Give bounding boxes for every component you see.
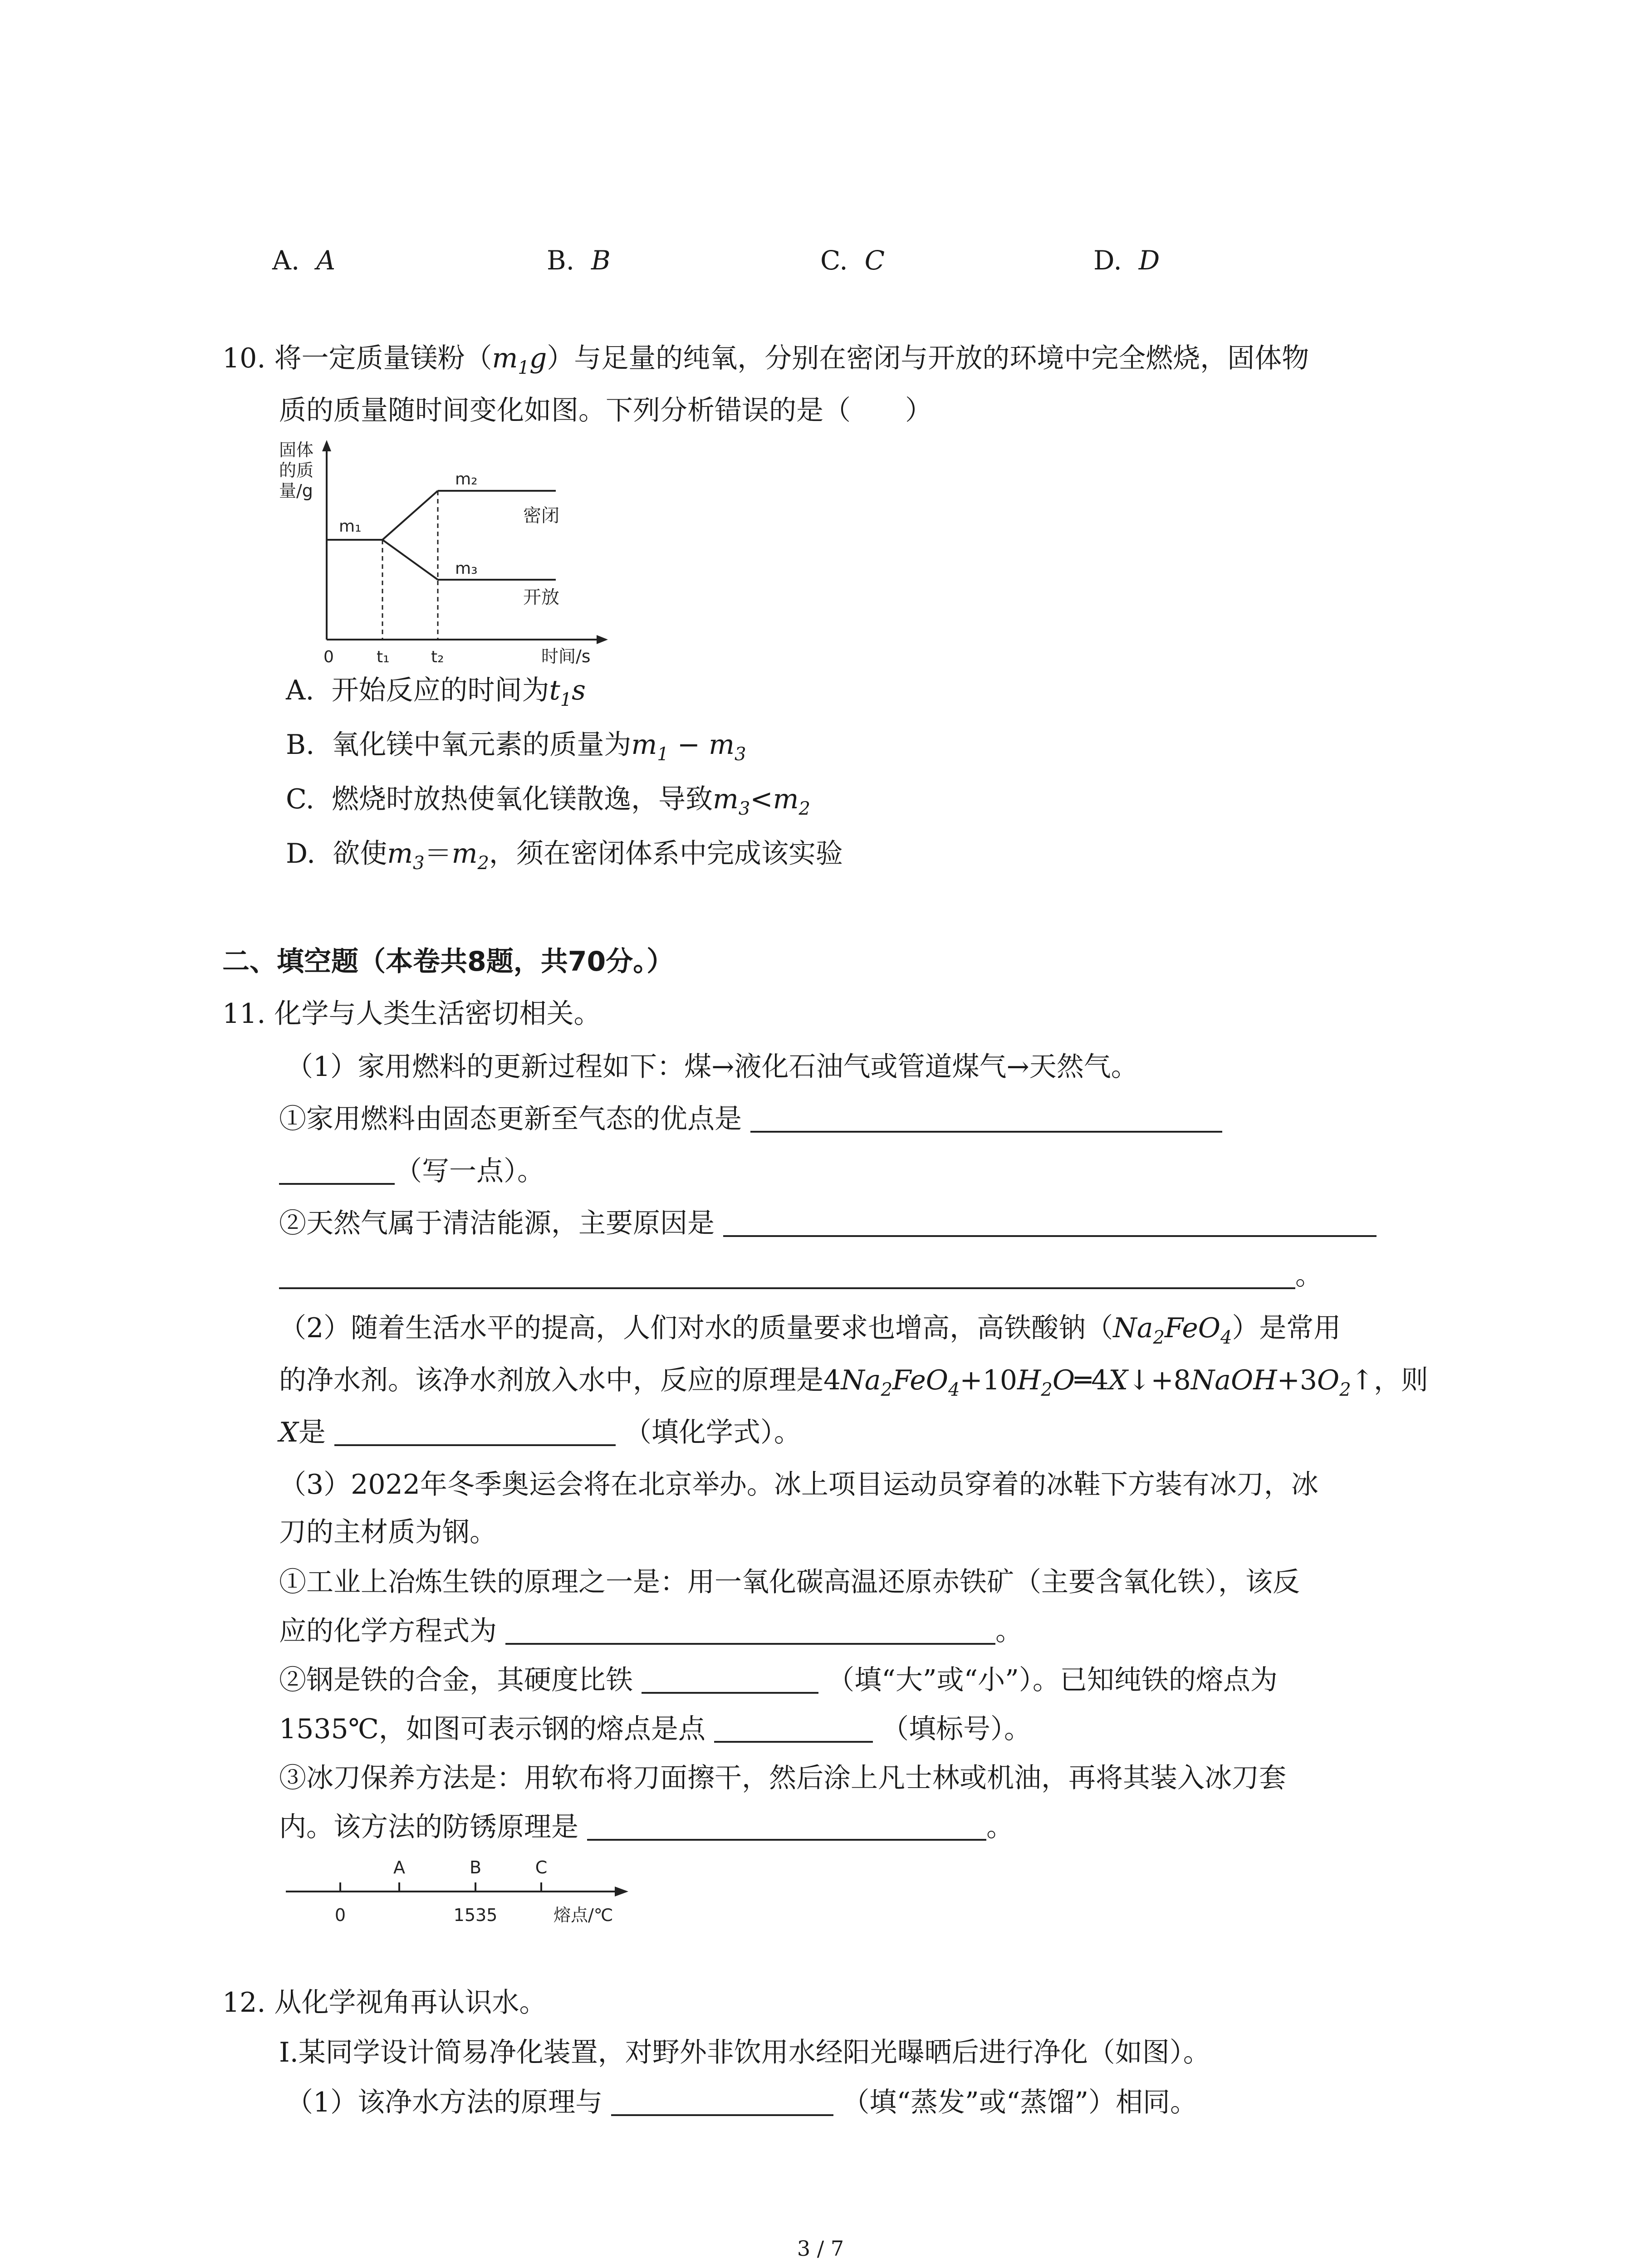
graph-xlabel: 时间/s bbox=[541, 646, 591, 666]
axis-label: 熔点/℃ bbox=[554, 1905, 613, 1925]
q11-part3-c1: ③冰刀保养方法是：用软布将刀面擦干，然后涂上凡士林或机油，再将其装入冰刀套 bbox=[279, 1762, 1286, 1794]
graph-ylabel-1: 固体 bbox=[279, 440, 314, 460]
q12-part1-q1: （1）该净水方法的原理与 （填“蒸发”或“蒸馏”）相同。 bbox=[286, 2087, 1198, 2118]
q11-part2-line2: 的净水剂。该净水剂放入水中，反应的原理是$4Na_2FeO_4+10H_2O═4X↓+8NaOH+3O_2↑$，则 bbox=[279, 1364, 1428, 1400]
q11-part1-b-cont: 。 bbox=[279, 1262, 1323, 1289]
q11-blank-1-cont[interactable] bbox=[279, 1160, 395, 1185]
q10-option-d: D. 欲使$m_3=m_2$，须在密闭体系中完成该实验 bbox=[286, 838, 843, 874]
axis-point-c: C bbox=[535, 1857, 548, 1877]
axis-point-b: B bbox=[469, 1857, 482, 1877]
q11-part3-a1: ①工业上冶炼生铁的原理之一是：用一氧化碳高温还原赤铁矿（主要含氧化铁），该反 bbox=[279, 1566, 1300, 1598]
q11-blank-7[interactable] bbox=[587, 1816, 986, 1841]
graph-label-m3: m₃ bbox=[455, 559, 478, 578]
q11-blank-5[interactable] bbox=[642, 1669, 818, 1694]
q11-part3-b2: 1535℃，如图可表示钢的熔点是点 （填标号）。 bbox=[279, 1713, 1031, 1745]
axis-1535: 1535 bbox=[453, 1905, 498, 1925]
graph-ylabel-2: 的质 bbox=[279, 460, 314, 480]
q11-part3-b1: ②钢是铁的合金，其硬度比铁 （填“大”或“小”）。已知纯铁的熔点为 bbox=[279, 1664, 1278, 1696]
axis-zero: 0 bbox=[334, 1905, 346, 1925]
q12-stem: 12. 从化学视角再认识水。 bbox=[222, 1987, 547, 2019]
q11-blank-6[interactable] bbox=[714, 1718, 873, 1743]
q11-blank-2[interactable] bbox=[723, 1212, 1376, 1237]
q9-option-c: C. C bbox=[820, 245, 885, 276]
q11-stem: 11. 化学与人类生活密切相关。 bbox=[222, 998, 601, 1030]
q9-option-a: A. A bbox=[272, 245, 336, 276]
q11-blank-4[interactable] bbox=[505, 1620, 995, 1645]
q10-stem-line1: 10. 将一定质量镁粉$(m_1g)$与足量的纯氧，分别在密闭与开放的环境中完全燃烧，固体物 bbox=[222, 342, 1309, 378]
graph-t2: t₂ bbox=[431, 648, 444, 666]
q9-option-b: B. B bbox=[547, 245, 611, 276]
q11-part3-c2: 内。该方法的防锈原理是 。 bbox=[279, 1811, 1014, 1843]
q11-blank-3[interactable] bbox=[334, 1422, 616, 1446]
q11-part1-a-cont: （写一点）。 bbox=[279, 1158, 544, 1185]
page-number: 3 / 7 bbox=[797, 2236, 844, 2261]
graph-label-open: 开放 bbox=[523, 587, 559, 608]
q9-option-d: D. D bbox=[1093, 245, 1160, 276]
q12-part1-intro: Ⅰ.某同学设计简易净化装置，对野外非饮用水经阳光曝晒后进行净化（如图）。 bbox=[279, 2037, 1210, 2068]
graph-t1: t₁ bbox=[377, 648, 390, 666]
q11-part3-a2: 应的化学方程式为 。 bbox=[279, 1615, 1023, 1647]
graph-label-closed: 密闭 bbox=[523, 505, 559, 526]
q11-blank-2-cont[interactable] bbox=[279, 1265, 1295, 1289]
q10-option-b: B. 氧化镁中氧元素的质量为$m_1 - m_3$ bbox=[286, 729, 746, 765]
section-2-title: 二、填空题（本卷共8题，共70分。） bbox=[222, 946, 674, 978]
graph-origin: 0 bbox=[323, 648, 334, 666]
q11-part2-line3: X是 （填化学式）。 bbox=[279, 1417, 801, 1448]
q10-option-c: C. 燃烧时放热使氧化镁散逸，导致$m_3<m_2$ bbox=[286, 783, 810, 819]
graph-ylabel-3: 量/g bbox=[279, 481, 313, 501]
mass-time-graph bbox=[274, 435, 619, 671]
graph-label-m2: m₂ bbox=[455, 470, 478, 489]
q11-part1-a: ①家用燃料由固态更新至气态的优点是 bbox=[279, 1105, 1222, 1133]
q10-stem-line2: 质的质量随时间变化如图。下列分析错误的是（ ） bbox=[279, 395, 932, 426]
q11-blank-1[interactable] bbox=[750, 1108, 1222, 1133]
graph-label-m1: m₁ bbox=[339, 517, 362, 536]
q12-blank-1[interactable] bbox=[611, 2092, 833, 2116]
melting-point-axis bbox=[277, 1853, 685, 1932]
axis-point-a: A bbox=[393, 1857, 405, 1877]
q11-part3-line2: 刀的主材质为钢。 bbox=[279, 1516, 497, 1548]
q11-part3-line1: （3）2022年冬季奥运会将在北京举办。冰上项目运动员穿着的冰鞋下方装有冰刀，冰 bbox=[279, 1469, 1318, 1501]
q11-part2-line1: （2）随着生活水平的提高，人们对水的质量要求也增高，高铁酸钠$(Na_2FeO_4)$是常用 bbox=[279, 1312, 1341, 1348]
q11-part1-b: ②天然气属于清洁能源，主要原因是 bbox=[279, 1210, 1376, 1237]
q10-option-a: A. 开始反应的时间为$t_1s$ bbox=[286, 675, 586, 710]
q11-part1: （1）家用燃料的更新过程如下：煤→液化石油气或管道煤气→天然气。 bbox=[286, 1051, 1138, 1083]
